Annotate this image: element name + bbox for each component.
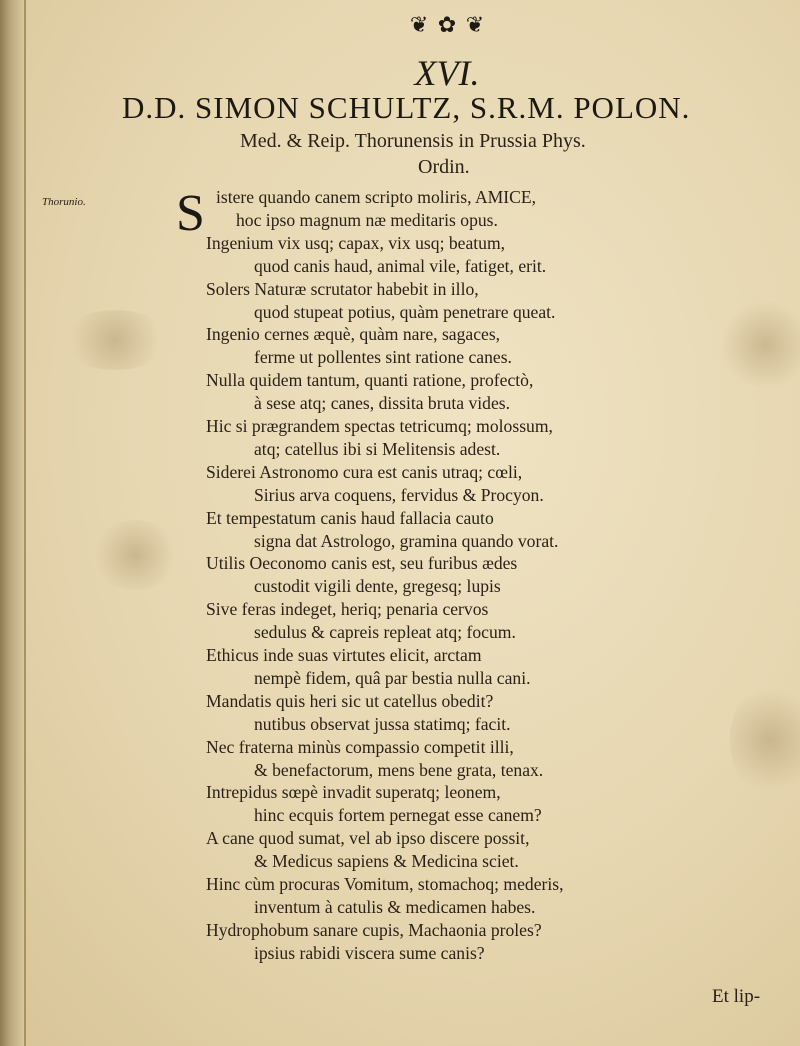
verse-line: Ethicus inde suas virtutes elicit, arctam: [206, 645, 482, 665]
verse-line: hinc ecquis fortem pernegat esse canem?: [254, 805, 542, 826]
verse-line: nutibus observat jussa statimq; facit.: [254, 713, 511, 734]
verse-line: inventum à catulis & medicamen habes.: [254, 896, 536, 917]
verse-line: Hinc cùm procuras Vomitum, stomachoq; mederis,: [206, 874, 564, 894]
verse-line: Sive feras indeget, heriq; penaria cervos: [206, 599, 489, 620]
verse-line: Hic si prægrandem spectas tetricumq; molossum,: [206, 416, 553, 436]
margin-note: Thorunio.: [42, 196, 86, 208]
drop-cap: S: [176, 185, 205, 242]
verse-line: hoc ipso magnum næ meditaris opus.: [236, 209, 498, 230]
verse-line: A cane quod sumat, vel ab ipso discere possit,: [206, 828, 530, 849]
verse-line: & benefactorum, mens bene grata, tenax.: [254, 759, 544, 780]
author-title: Med. & Reip. Thorunensis in Prussia Phys.: [240, 130, 586, 152]
verse-line: custodit vigili dente, gregesq; lupis: [254, 576, 501, 597]
verse-line: Sirius arva coquens, fervidus & Procyon.: [254, 484, 544, 505]
paper-stain: [730, 680, 800, 800]
verse-line: sedulus & capreis repleat atq; focum.: [254, 622, 516, 643]
gutter-edge: [24, 0, 26, 1046]
paper-stain: [90, 520, 180, 590]
verse-line: quod canis haud, animal vile, fatiget, erit.: [254, 255, 547, 276]
author-heading: D.D. SIMON SCHULTZ, S.R.M. POLON.: [122, 90, 691, 125]
verse-line: à sese atq; canes, dissita bruta vides.: [254, 393, 511, 414]
verse-line: Nec fraterna minùs compassio competit illi,: [206, 736, 514, 757]
verse-line: signa dat Astrologo, gramina quando vorat.: [254, 530, 559, 551]
verse-line: Et tempestatum canis haud fallacia cauto: [206, 507, 494, 528]
verse-line: ipsius rabidi viscera sume canis?: [254, 942, 485, 963]
verse-line: Siderei Astronomo cura est canis utraq; cœli,: [206, 461, 523, 482]
verse-line: Solers Naturæ scrutator habebit in illo,: [206, 278, 479, 299]
paper-stain: [60, 310, 170, 370]
verse-line: Nulla quidem tantum, quanti ratione, profectò,: [206, 370, 534, 391]
verse-line: Ingenio cernes æquè, quàm nare, sagaces,: [206, 324, 501, 345]
verse-line: Hydrophobum sanare cupis, Machaonia proles?: [206, 919, 542, 940]
verse-line: Intrepidus sœpè invadit superatq; leonem,: [206, 782, 501, 803]
section-number: XVI.: [414, 53, 480, 93]
header-ornament: ❦ ✿ ❦: [409, 12, 487, 37]
verse-line: Ingenium vix usq; capax, vix usq; beatum,: [206, 232, 506, 253]
catchword: Et lip-: [712, 986, 761, 1007]
author-title-continued: Ordin.: [418, 156, 470, 178]
paper-stain: [720, 300, 800, 390]
binding-gutter: [0, 0, 24, 1046]
verse-line: quod stupeat potius, quàm penetrare queat.: [254, 301, 556, 322]
verse-line: Mandatis quis heri sic ut catellus obedit?: [206, 690, 494, 711]
verse-line: nempè fidem, quâ par bestia nulla cani.: [254, 667, 531, 688]
verse-line: Utilis Oeconomo canis est, seu furibus ædes: [206, 553, 518, 574]
verse-line: atq; catellus ibi si Melitensis adest.: [254, 438, 501, 459]
verse-line: ferme ut pollentes sint ratione canes.: [254, 347, 512, 368]
verse-line: istere quando canem scripto moliris, AMICE,: [216, 187, 537, 207]
verse-line: & Medicus sapiens & Medicina sciet.: [254, 851, 519, 872]
